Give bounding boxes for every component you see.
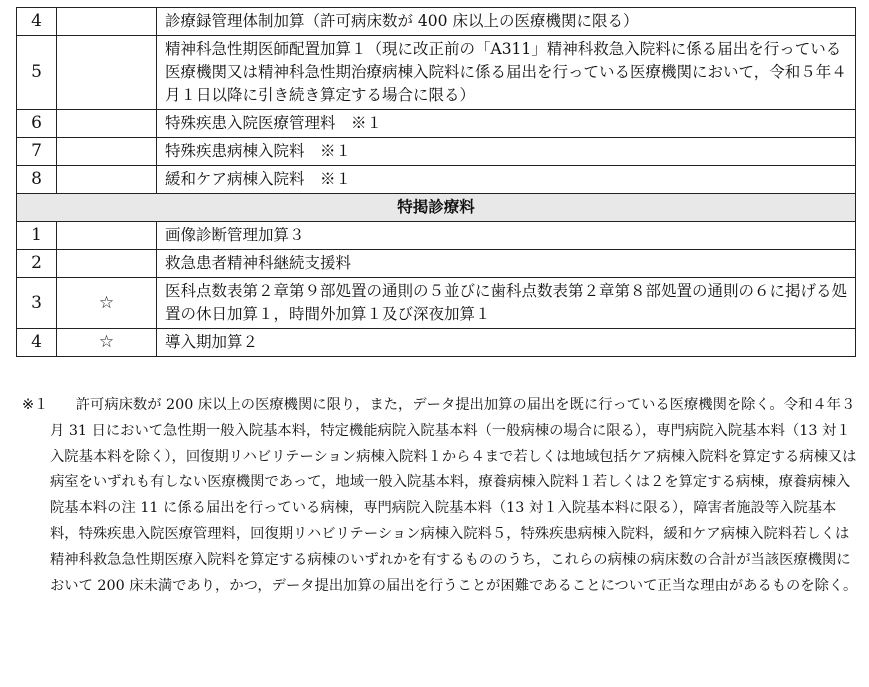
table-row bbox=[17, 138, 856, 166]
table-row bbox=[17, 110, 856, 138]
row-description: 特殊疾患病棟入院料 ※１ bbox=[157, 138, 856, 166]
table-row bbox=[17, 222, 856, 250]
star-mark: ☆ bbox=[57, 278, 157, 329]
row-number: 3 bbox=[17, 278, 57, 329]
table-row bbox=[17, 36, 856, 110]
star-mark: ☆ bbox=[57, 329, 157, 357]
row-description: 緩和ケア病棟入院料 ※１ bbox=[157, 166, 856, 194]
section-header-row bbox=[17, 194, 856, 222]
row-description: 特殊疾患入院医療管理料 ※１ bbox=[157, 110, 856, 138]
row-number: 6 bbox=[17, 110, 57, 138]
row-mark bbox=[57, 36, 157, 110]
table-row bbox=[17, 8, 856, 36]
footnote-text: 許可病床数が 200 床以上の医療機関に限り，また，データ提出加算の届出を既に行っている医療機関を除く。令和４年３月 31 日において急性期一般入院基本料，特定機能病院入院基本料（一般病棟の場合に限る），専門病院入院基本料（13 対１入院基本料を除く），回復期リハビリテーション病棟入院料１から４まで若しくは地域包括ケア病棟入院料を算定する病棟又は病室をいずれも有しない医療機関であって，地域一般入院基本料，療養病棟入院料１若しくは２を算定する病棟，療養病棟入院基本料の注 11 に係る届出を行っている病棟，専門病院入院基本料（13 対１入院基本料に限る），障害者施設等入院基本料，特殊疾患入院医療管理料，回復期リハビリテーション病棟入院料５，特殊疾患病棟入院料，緩和ケア病棟入院料若しくは精神科救急急性期医療入院料を算定する病棟のいずれかを有するもののうち，これらの病棟の病床数の合計が当該医療機関において 200 床未満であり，かつ，データ提出加算の届出を行うことが困難であることについて正当な理由があるものを除く。 bbox=[50, 397, 858, 594]
table-row bbox=[17, 166, 856, 194]
footnote-mark: ※１ bbox=[22, 397, 49, 413]
facility-standards-table bbox=[16, 7, 856, 357]
table-row bbox=[17, 329, 856, 357]
row-number: 4 bbox=[17, 8, 57, 36]
row-number: 7 bbox=[17, 138, 57, 166]
table-row bbox=[17, 278, 856, 329]
row-description: 救急患者精神科継続支援料 bbox=[157, 250, 856, 278]
row-description: 診療録管理体制加算（許可病床数が 400 床以上の医療機関に限る） bbox=[157, 8, 856, 36]
row-mark bbox=[57, 8, 157, 36]
row-number: 5 bbox=[17, 36, 57, 110]
section-title: 特掲診療料 bbox=[17, 194, 856, 222]
footnote bbox=[22, 393, 858, 599]
row-mark bbox=[57, 222, 157, 250]
table-row bbox=[17, 250, 856, 278]
row-description: 精神科急性期医師配置加算１（現に改正前の「A311」精神科救急入院料に係る届出を行っている医療機関又は精神科急性期治療病棟入院料に係る届出を行っている医療機関において，令和５年４月１日以降に引き続き算定する場合に限る） bbox=[157, 36, 856, 110]
row-mark bbox=[57, 166, 157, 194]
row-number: 2 bbox=[17, 250, 57, 278]
row-mark bbox=[57, 250, 157, 278]
row-number: 8 bbox=[17, 166, 57, 194]
row-mark bbox=[57, 138, 157, 166]
row-description: 画像診断管理加算３ bbox=[157, 222, 856, 250]
row-mark bbox=[57, 110, 157, 138]
row-description: 導入期加算２ bbox=[157, 329, 856, 357]
row-description: 医科点数表第２章第９部処置の通則の５並びに歯科点数表第２章第８部処置の通則の６に掲げる処置の休日加算１，時間外加算１及び深夜加算１ bbox=[157, 278, 856, 329]
row-number: 1 bbox=[17, 222, 57, 250]
row-number: 4 bbox=[17, 329, 57, 357]
